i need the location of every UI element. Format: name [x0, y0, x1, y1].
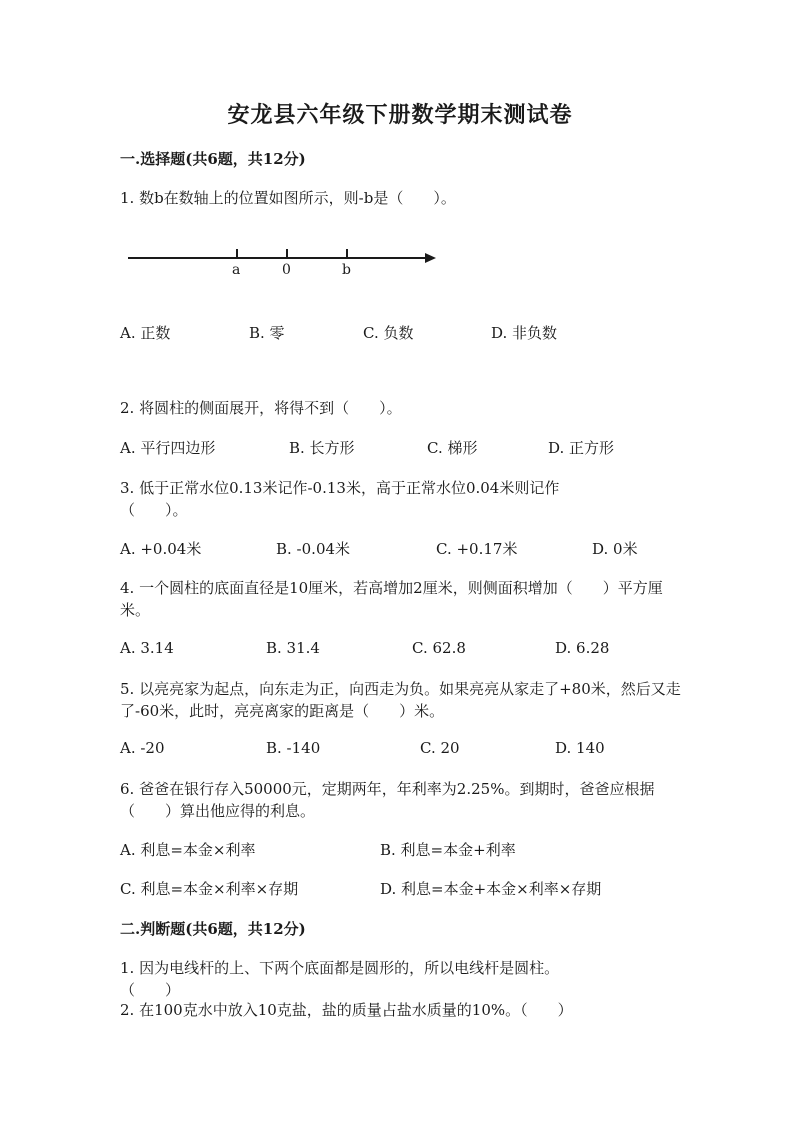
q5-option-b: B. -140 [266, 739, 321, 757]
q2-option-a: A. 平行四边形 [120, 439, 216, 457]
q2-option-d: D. 正方形 [548, 439, 615, 457]
q4-option-c: C. 62.8 [412, 639, 466, 657]
section-heading-judge: 二.判断题(共6题，共12分) [120, 920, 306, 938]
question-4: 4. 一个圆柱的底面直径是10厘米，若高增加2厘米，则侧面积增加（ ）平方厘米。 [120, 579, 663, 619]
q1-option-a: A. 正数 [120, 324, 171, 342]
q5-option-d: D. 140 [555, 739, 605, 757]
q3-option-b: B. -0.04米 [276, 540, 351, 558]
q6-option-b: B. 利息=本金+利率 [380, 841, 516, 859]
q4-option-a: A. 3.14 [120, 639, 174, 657]
q4-option-b: B. 31.4 [266, 639, 320, 657]
q1-option-c: C. 负数 [363, 324, 414, 342]
q6-option-a: A. 利息=本金×利率 [120, 841, 256, 859]
q2-option-c: C. 梯形 [427, 439, 478, 457]
q5-option-a: A. -20 [120, 739, 165, 757]
question-2: 2. 将圆柱的侧面展开，将得不到（ ）。 [120, 399, 402, 417]
q3-option-c: C. +0.17米 [436, 540, 518, 558]
judge-question-2: 2. 在100克水中放入10克盐，盐的质量占盐水质量的10%。（ ） [120, 1001, 573, 1019]
q2-option-b: B. 长方形 [289, 439, 355, 457]
q6-option-d: D. 利息=本金+本金×利率×存期 [380, 880, 602, 898]
judge-question-1: 1. 因为电线杆的上、下两个底面都是圆形的，所以电线杆是圆柱。（ ） [120, 959, 560, 999]
section-heading-choice: 一.选择题(共6题，共12分) [120, 150, 306, 168]
q1-option-d: D. 非负数 [491, 324, 558, 342]
q4-option-d: D. 6.28 [555, 639, 610, 657]
q1-option-b: B. 零 [249, 324, 285, 342]
q3-option-a: A. +0.04米 [120, 540, 202, 558]
q5-option-c: C. 20 [420, 739, 460, 757]
number-line-figure [120, 240, 450, 280]
label-a: a [232, 262, 241, 278]
page-title: 安龙县六年级下册数学期末测试卷 [227, 102, 573, 128]
label-b: b [342, 262, 351, 278]
number-line-arrow [425, 253, 436, 263]
question-1: 1. 数b在数轴上的位置如图所示，则-b是（ ）。 [120, 189, 456, 207]
q6-option-c: C. 利息=本金×利率×存期 [120, 880, 299, 898]
question-5: 5. 以亮亮家为起点，向东走为正，向西走为负。如果亮亮从家走了+80米，然后又走了-60米，此时，亮亮离家的距离是（ ）米。 [120, 680, 681, 720]
question-3: 3. 低于正常水位0.13米记作-0.13米，高于正常水位0.04米则记作（ ）。 [120, 479, 560, 519]
label-zero: 0 [282, 262, 291, 278]
question-6: 6. 爸爸在银行存入50000元，定期两年，年利率为2.25%。到期时，爸爸应根据（ ）算出他应得的利息。 [120, 780, 655, 820]
q3-option-d: D. 0米 [592, 540, 638, 558]
